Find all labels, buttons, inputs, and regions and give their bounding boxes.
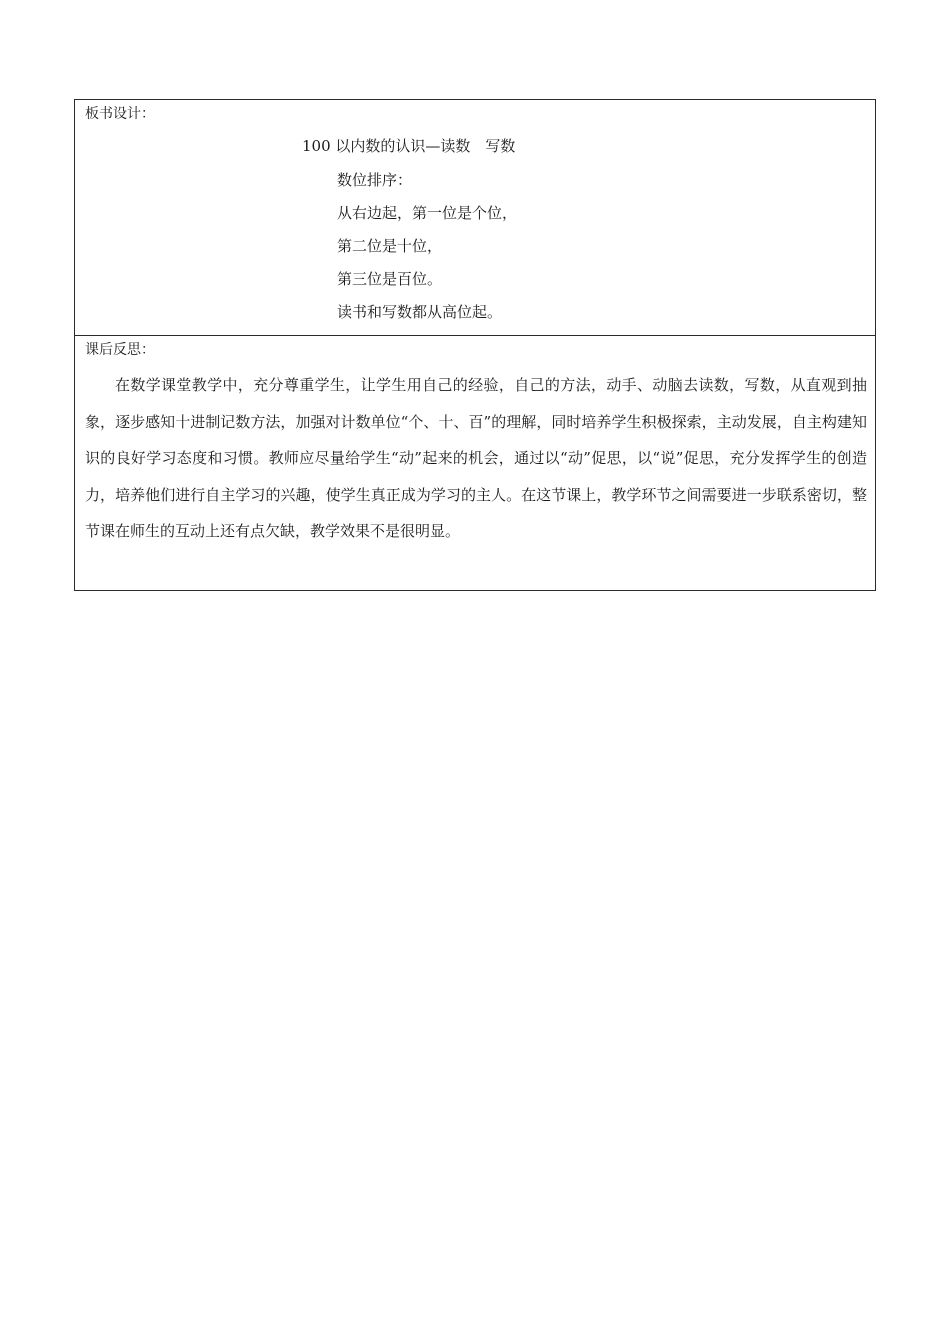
reflection-section (75, 336, 875, 590)
board-design-label: 板书设计： (85, 106, 155, 122)
lesson-table (74, 99, 876, 591)
board-line: 从右边起，第一位是个位， (337, 204, 518, 222)
board-line: 第二位是十位， (337, 237, 443, 255)
board-line: 数位排序： (337, 171, 413, 189)
board-line: 第三位是百位。 (337, 270, 443, 288)
board-design-title: 100 以内数的认识—读数 写数 (302, 137, 516, 155)
reflection-label: 课后反思： (85, 342, 155, 358)
reflection-paragraph: 在数学课堂教学中，充分尊重学生，让学生用自己的经验，自己的方法，动手、动脑去读数，写数，从直观到抽象，逐步感知十进制记数方法，加强对计数单位“个、十、百”的理解，同时培养学生积极探索，主动发展，自主构建知识的良好学习态度和习惯。教师应尽量给学生“动”起来的机会，通过以“动”促思，以“说”促思，充分发挥学生的创造力，培养他们进行自主学习的兴趣，使学生真正成为学习的主人。在这节课上，教学环节之间需要进一步联系密切，整节课在师生的互动上还有点欠缺，教学效果不是很明显。 (85, 376, 867, 540)
board-design-section (75, 100, 875, 336)
board-line: 读书和写数都从高位起。 (337, 303, 503, 321)
